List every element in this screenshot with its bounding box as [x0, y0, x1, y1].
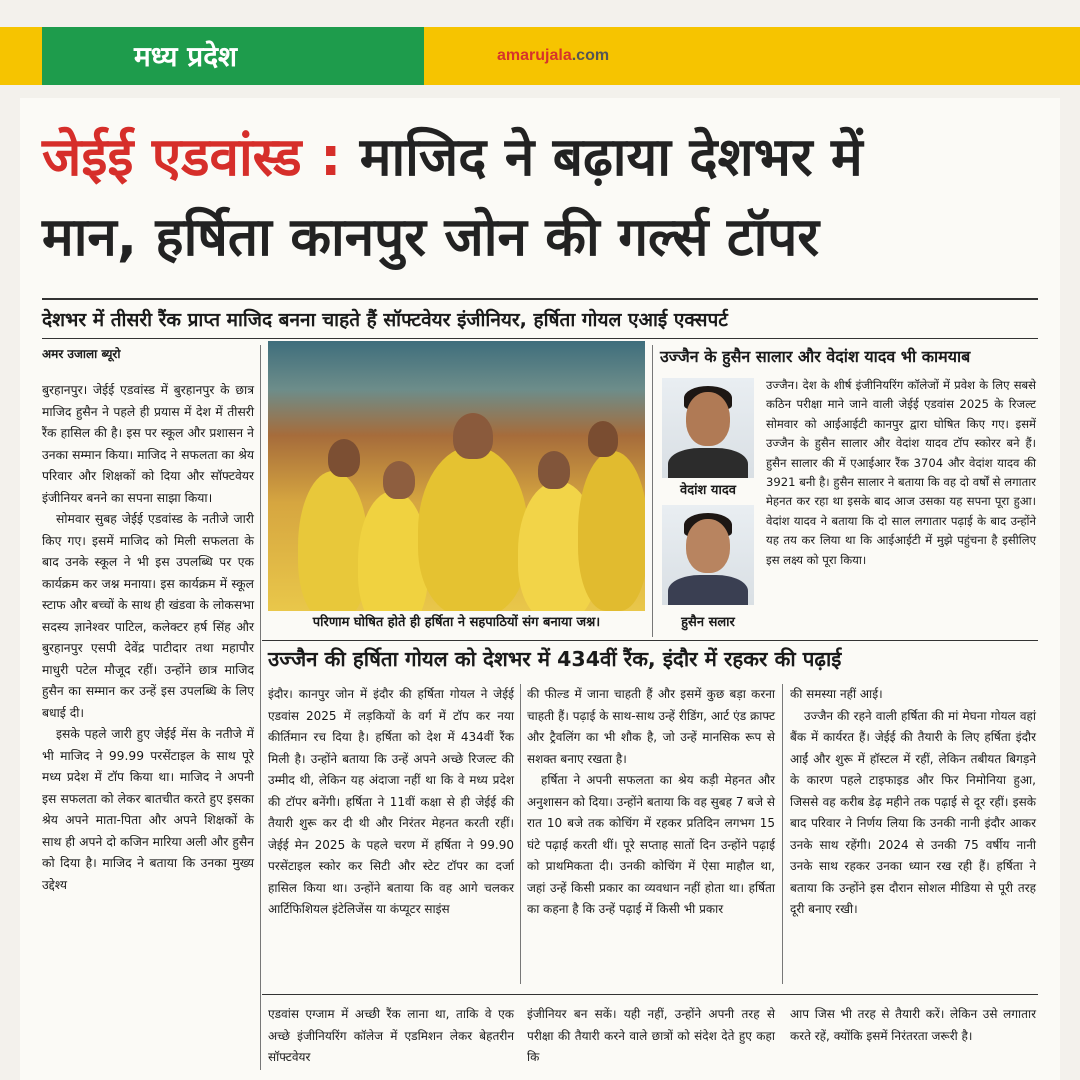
mid-col2-para-2: हर्षिता ने अपनी सफलता का श्रेय कड़ी मेहनत और अनुशासन को दिया। उन्होंने बताया कि वह सुबह 7 बजे से रात 10 बजे तक कोचिंग में रहकर प्रतिदिन लगभग 15 घंटे पढ़ाई करती थीं। पूरे सप्ताह सातों दिन उन्होंने पढ़ाई को प्राथमिकता दी। उनकी कोचिंग में ऐसा माहौल था, जहां उन्हें किसी प्रकार का व्यवधान नहीं होता था। हर्षिता का कहना है कि उन्हें पढ़ाई में किसी भी प्रकार	[527, 773, 775, 916]
headline	[42, 118, 1042, 278]
headline-prefix: जेईई एडवांस्ड :	[42, 127, 342, 188]
bottom-column-3	[790, 1004, 1036, 1047]
side-column	[766, 376, 1036, 570]
divider	[262, 994, 1038, 995]
bottom-col1-text: एडवांस एग्जाम में अच्छी रैंक लाना था, ताकि वे एक अच्छे इंजीनियरिंग कॉलेज में एडमिशन लेकर बेहतरीन सॉफ्टवेयर	[268, 1007, 514, 1064]
mid-column-3	[790, 684, 1036, 921]
divider	[42, 298, 1038, 300]
region-label: मध्य प्रदेश	[42, 27, 424, 85]
left-para-2: सोमवार सुबह जेईई एडवांस्ड के नतीजे जारी किए गए। इसमें माजिद को मिली सफलता के बाद उनके स्कूल ने भी इस उपलब्धि पर एक कार्यक्रम कर जश्न मनाया। इस कार्यक्रम में स्कूल स्टाफ और बच्चों के साथ ही खंडवा के लोकसभा सदस्य ज्ञानेश्वर पाटिल, कलेक्टर हर्ष सिंह और बुरहानपुर एसपी देवेंद्र पाटीदार तथा महापौर माधुरी पटेल मौजूद रहीं। उन्होंने छात्र माजिद हुसैन का सम्मान कर उन्हें इस उपलब्धि के लिए बधाई दी।	[42, 512, 254, 720]
mid-column-2	[527, 684, 775, 921]
left-column	[42, 380, 254, 896]
mid-col3-para-2: उज्जैन की रहने वाली हर्षिता की मां मेघना गोयल वहां बैंक में कार्यरत हैं। जेईई की तैयारी के लिए हर्षिता इंदौर आईं और शुरू में हॉस्टल में रहीं, लेकिन तबीयत बिगड़ने के कारण पहले टाइफाइड और फिर निमोनिया हुआ, जिससे वह करीब डेढ़ महीने तक पढ़ाई से दूर रहीं। इसके बाद परिवार ने निर्णय लिया कि उनकी नानी इंदौर आकर उनके साथ रहेंगी। 2024 से उनकी 75 वर्षीय नानी उनके साथ रहकर उनका ध्यान रख रही हैं। हर्षिता ने बताया कि उन्होंने इस दौरान सोशल मीडिया से पूरी तरह दूरी बनाए रखी।	[790, 708, 1036, 916]
mid-col3-para-1: की समस्या नहीं आई।	[790, 687, 883, 701]
bottom-column-1	[268, 1004, 514, 1069]
site-name: amarujala	[497, 47, 572, 64]
mid-col2-para-1: की फील्ड में जाना चाहती हैं और इसमें कुछ बड़ा करना चाहती हैं। पढ़ाई के साथ-साथ उन्हें रीडिंग, आर्ट एंड क्राफ्ट और ट्रैवलिंग का भी शौक है, जो उन्हें मानसिक रूप से सशक्त बनाए रखता है।	[527, 687, 775, 766]
subheadline: देशभर में तीसरी रैंक प्राप्त माजिद बनना चाहते हैं सॉफ्टवेयर इंजीनियर, हर्षिता गोयल एआई एक्सपर्ट	[42, 309, 728, 331]
site-logo[interactable]	[497, 47, 609, 65]
divider	[262, 640, 1038, 641]
bottom-col3-text: आप जिस भी तरह से तैयारी करें। लेकिन उसे लगातार करते रहें, क्योंकि इसमें निरंतरता जरूरी है।	[790, 1007, 1036, 1043]
mid-column-1	[268, 684, 514, 921]
portrait-caption-1: वेदांश यादव	[680, 483, 736, 498]
byline: अमर उजाला ब्यूरो	[42, 347, 121, 361]
side-text: उज्जैन। देश के शीर्ष इंजीनियरिंग कॉलेजों में प्रवेश के लिए सबसे कठिन परीक्षा माने जाने वाली जेईई एडवांस 2025 के रिजल्ट सोमवार को आईआईटी कानपुर द्वारा घोषित किए गए। इसमें उज्जैन के हुसैन सालार और वेदांश यादव टॉप स्कोरर बने हैं। हुसैन सालार की में एआईआर रैंक 3704 और वेदांश यादव की 3921 बनी है। हुसैन सालार ने बताया कि वह दो वर्षों से लगातार मेहनत कर रहा था इसके बाद आज उसका यह सपना पूरा हुआ। वेदांश यादव ने बताया कि दो साल लगातार पढ़ाई के बाद उन्होंने यह तय कर लिया था कि आईआईटी में मुझे पहुंचना है इसीलिए इस लक्ष्य को पूरा किया।	[766, 378, 1036, 567]
mid-heading: उज्जैन की हर्षिता गोयल को देशभर में 434वीं रैंक, इंदौर में रहकर की पढ़ाई	[268, 647, 842, 671]
mid-col1-text: इंदौर। कानपुर जोन में इंदौर की हर्षिता गोयल ने जेईई एडवांस 2025 में लड़कियों के वर्ग में टॉप कर नया कीर्तिमान रच दिया है। हर्षिता को देश में 434वीं रैंक मिली है। उन्होंने बताया कि उन्हें अपने अच्छे रिजल्ट की उम्मीद थी, लेकिन यह अंदाजा नहीं था कि वे मध्य प्रदेश की टॉपर बनेंगी। हर्षिता ने 11वीं कक्षा से ही जेईई की तैयारी शुरू कर दी थी और निरंतर मेहनत करती रहीं। जेईई मेन 2025 के पहले चरण में हर्षिता ने 99.90 परसेंटाइल स्कोर कर सिटी और स्टेट टॉपर का दर्जा हासिल किया था। उन्होंने बताया कि वह आगे चलकर आर्टिफिशियल इंटेलिजेंस या कंप्यूटर साइंस	[268, 687, 514, 916]
side-heading: उज्जैन के हुसैन सालार और वेदांश यादव भी कामयाब	[660, 347, 971, 366]
divider	[42, 338, 1038, 339]
column-divider	[520, 684, 521, 984]
headline-line2: मान, हर्षिता कानपुर जोन की गर्ल्स टॉपर	[42, 207, 820, 268]
column-divider	[782, 684, 783, 984]
celebration-photo	[268, 341, 645, 611]
column-divider	[652, 345, 653, 637]
column-divider	[260, 345, 261, 1070]
site-tld: .com	[571, 47, 610, 64]
left-para-1: बुरहानपुर। जेईई एडवांस्ड में बुरहानपुर के छात्र माजिद हुसैन ने पहले ही प्रयास में देश में तीसरी रैंक हासिल की है। इस पर स्कूल और प्रशासन ने उनका सम्मान किया। माजिद ने सफलता का श्रेय परिवार और शिक्षकों को दिया और सॉफ्टवेयर इंजीनियर बनने का सपना साझा किया।	[42, 383, 254, 505]
left-para-3: इसके पहले जारी हुए जेईई मेंस के नतीजे में भी माजिद ने 99.99 परसेंटाइल के साथ पूरे मध्य प्रदेश में टॉप किया था। माजिद ने अपनी इस सफलता को लेकर बातचीत करते हुए इसका श्रेय अपने माता-पिता और अपने शिक्षकों के साथ ही अपने दो कजिन मारिया अली और हुसैन को दिया है। माजिद ने बताया कि उनका मुख्य उद्देश्य	[42, 727, 254, 892]
photo-caption: परिणाम घोषित होते ही हर्षिता ने सहपाठियों संग बनाया जश्न।	[312, 615, 601, 630]
bottom-column-2	[527, 1004, 775, 1069]
headline-line1: माजिद ने बढ़ाया देशभर में	[341, 127, 863, 188]
portrait-vedansh	[662, 378, 754, 478]
bottom-col2-text: इंजीनियर बन सकें। यही नहीं, उन्होंने अपनी तरह से परीक्षा की तैयारी करने वाले छात्रों को संदेश देते हुए कहा कि	[527, 1007, 775, 1064]
portrait-husain	[662, 505, 754, 605]
portrait-caption-2: हुसैन सलार	[681, 615, 735, 630]
